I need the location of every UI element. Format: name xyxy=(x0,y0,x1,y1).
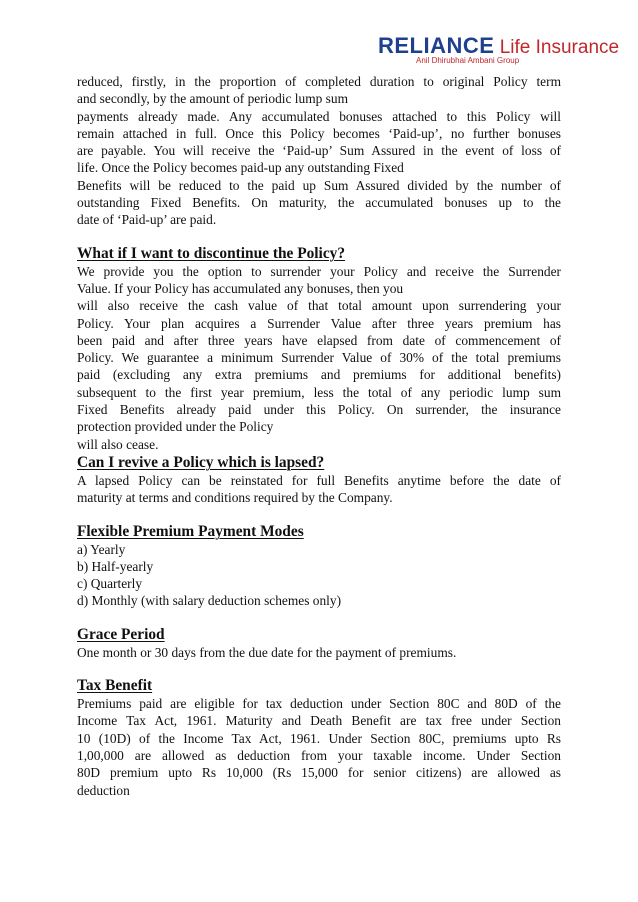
text-line: 10 (10D) of the Income Tax Act, 1961. Under Section 80C, premiums upto Rs xyxy=(77,730,561,746)
text-line: outstanding Fixed Benefits. On maturity, the accumulated bonuses up to the xyxy=(77,195,561,211)
grace-period-section xyxy=(77,625,561,661)
logo-brand-name: RELIANCE xyxy=(378,33,495,58)
payment-modes-section xyxy=(77,522,561,610)
discontinue-section xyxy=(77,244,561,453)
text-line: date of ‘Paid-up’ are paid. xyxy=(77,212,217,228)
section-heading-grace-period: Grace Period xyxy=(77,625,165,643)
text-line: We provide you the option to surrender your Policy and receive the Surrender xyxy=(77,263,561,279)
tax-benefit-section xyxy=(77,676,561,799)
text-line: payments already made. Any accumulated bonuses attached to this Policy will xyxy=(77,108,561,124)
section-heading-revive: Can I revive a Policy which is lapsed? xyxy=(77,453,325,471)
text-line: A lapsed Policy can be reinstated for full Benefits anytime before the date of xyxy=(77,472,561,488)
text-line: protection provided under the Policy xyxy=(77,419,274,435)
list-item: d) Monthly (with salary deduction schemes only) xyxy=(77,593,342,609)
logo-group-name: Anil Dhirubhai Ambani Group xyxy=(416,56,520,65)
text-line: and secondly, by the amount of periodic lump sum xyxy=(77,91,348,107)
text-line: 1,00,000 are allowed as deduction from your taxable income. Under Section xyxy=(77,747,561,763)
text-line: One month or 30 days from the due date for the payment of premiums. xyxy=(77,644,457,660)
text-line: Policy. We guarantee a minimum Surrender Value of 30% of the total premiums xyxy=(77,350,561,366)
text-line: Income Tax Act, 1961. Maturity and Death Benefit are tax free under Section xyxy=(77,713,561,729)
list-item: a) Yearly xyxy=(77,541,126,557)
text-line: paid (excluding any extra premiums and premiums for additional benefits) xyxy=(77,367,561,383)
text-line: are payable. You will receive the ‘Paid-up’ Sum Assured in the event of loss of xyxy=(77,143,561,159)
text-line: maturity at terms and conditions required by the Company. xyxy=(77,490,393,506)
document-body xyxy=(77,73,561,799)
text-line: life. Once the Policy becomes paid-up any outstanding Fixed xyxy=(77,160,404,176)
text-line: Fixed Benefits already paid under this Policy. On surrender, the insurance xyxy=(77,402,561,418)
list-item: b) Half-yearly xyxy=(77,558,154,574)
text-line: Value. If your Policy has accumulated any bonuses, then you xyxy=(77,280,404,296)
text-line: subsequent to the first year premium, less the total of any periodic lump sum xyxy=(77,384,561,400)
text-line: Premiums paid are eligible for tax deduction under Section 80C and 80D of the xyxy=(77,696,561,712)
section-heading-discontinue: What if I want to discontinue the Policy? xyxy=(77,244,346,262)
section-heading-tax-benefit: Tax Benefit xyxy=(77,677,153,695)
text-line: deduction xyxy=(77,782,130,798)
text-line: been paid and after three years have elapsed from date of commencement of xyxy=(77,332,561,348)
revive-section xyxy=(77,453,561,507)
text-line: Policy. Your plan acquires a Surrender Value after three years premium has xyxy=(77,315,561,331)
logo-product-name: Life Insurance xyxy=(494,37,620,58)
section-heading-payment-modes: Flexible Premium Payment Modes xyxy=(77,522,304,540)
text-line: Benefits will be reduced to the paid up Sum Assured divided by the number of xyxy=(77,177,561,193)
text-line: will also cease. xyxy=(77,436,159,452)
text-line: 80D premium upto Rs 10,000 (Rs 15,000 for senior citizens) are allowed as xyxy=(77,765,561,781)
text-line: will also receive the cash value of that total amount upon surrendering your xyxy=(77,298,561,314)
intro-paragraph xyxy=(77,73,561,229)
text-line: reduced, firstly, in the proportion of completed duration to original Policy term xyxy=(77,74,561,89)
list-item: c) Quarterly xyxy=(77,576,143,592)
text-line: remain attached in full. Once this Policy becomes ‘Paid-up’, no further bonuses xyxy=(77,125,561,141)
company-logo xyxy=(378,34,618,74)
